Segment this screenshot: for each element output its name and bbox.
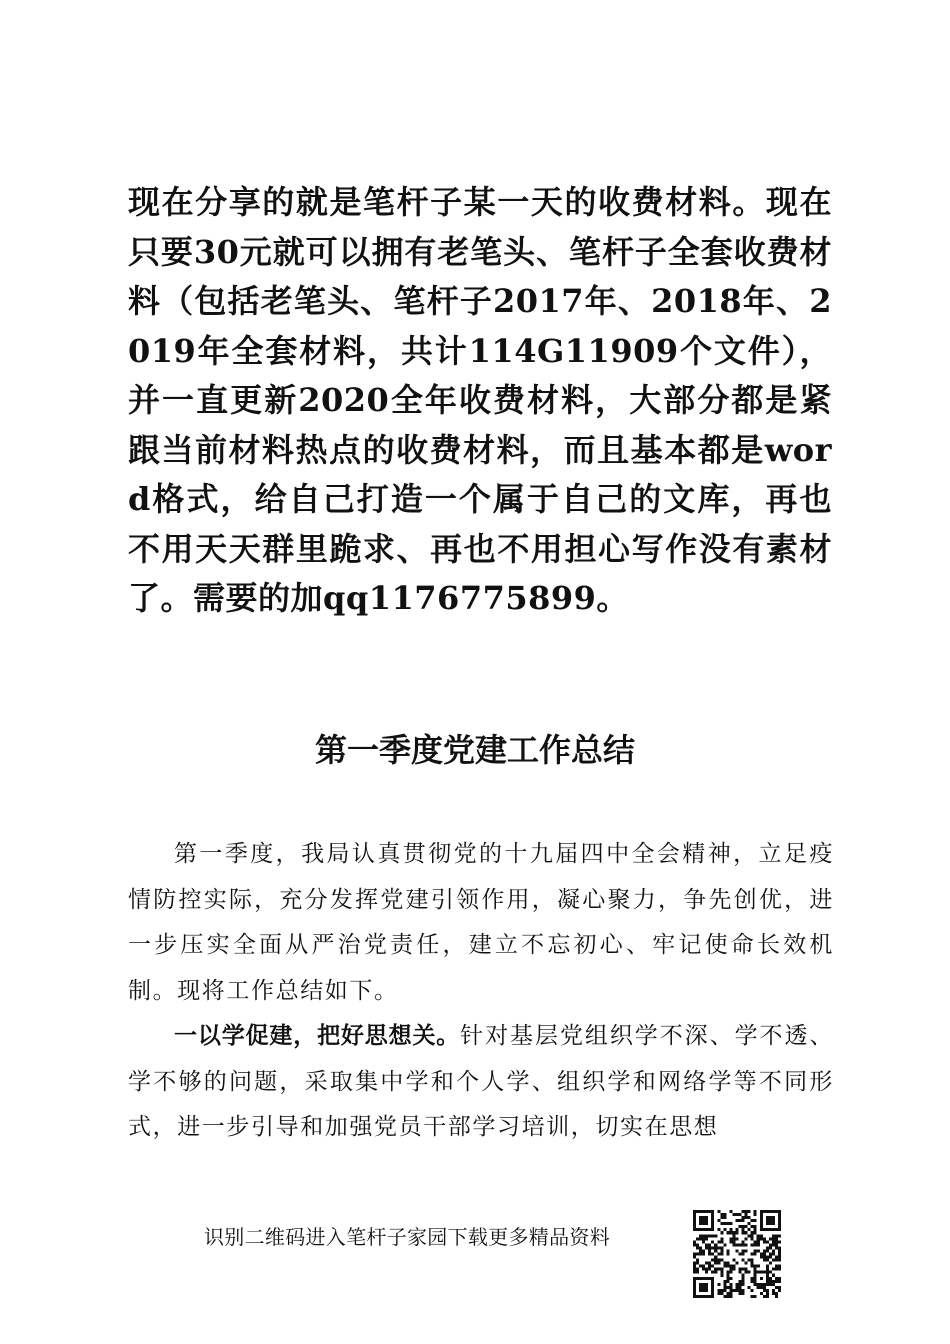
footer-note: 识别二维码进入笔杆子家园下载更多精品资料: [204, 1225, 610, 1249]
qr-code-icon[interactable]: [693, 1210, 781, 1298]
section-text: 针对基层党组织学不深、学不透、学不够的问题，采取集中学和个人学、组织学和网络学等不同形式，进一步引导和加强党员干部学习培训，切实在思想: [128, 1023, 835, 1140]
document-body: [128, 832, 834, 1151]
promo-paragraph: 现在分享的就是笔杆子某一天的收费材料。现在只要30元就可以拥有老笔头、笔杆子全套收费材料（包括老笔头、笔杆子2017年、2018年、2019年全套材料，共计114G11909个文件），并一直更新2020全年收费材料，大部分都是紧跟当前材料热点的收费材料，而且基本都是word格式，给自己打造一个属于自己的文库，再也不用天天群里跪求、再也不用担心写作没有素材了。需要的加qq1176775899。: [128, 183, 832, 617]
intro-paragraph: 第一季度，我局认真贯彻党的十九届四中全会精神，立足疫情防控实际，充分发挥党建引领作用，凝心聚力，争先创优，进一步压实全面从严治党责任，建立不忘初心、牢记使命长效机制。现将工作总结如下。: [128, 841, 834, 1004]
section-heading: 一以学促建，把好思想关。: [174, 1023, 461, 1049]
document-title: 第一季度党建工作总结: [314, 731, 635, 769]
section-paragraph: [128, 1014, 834, 1151]
